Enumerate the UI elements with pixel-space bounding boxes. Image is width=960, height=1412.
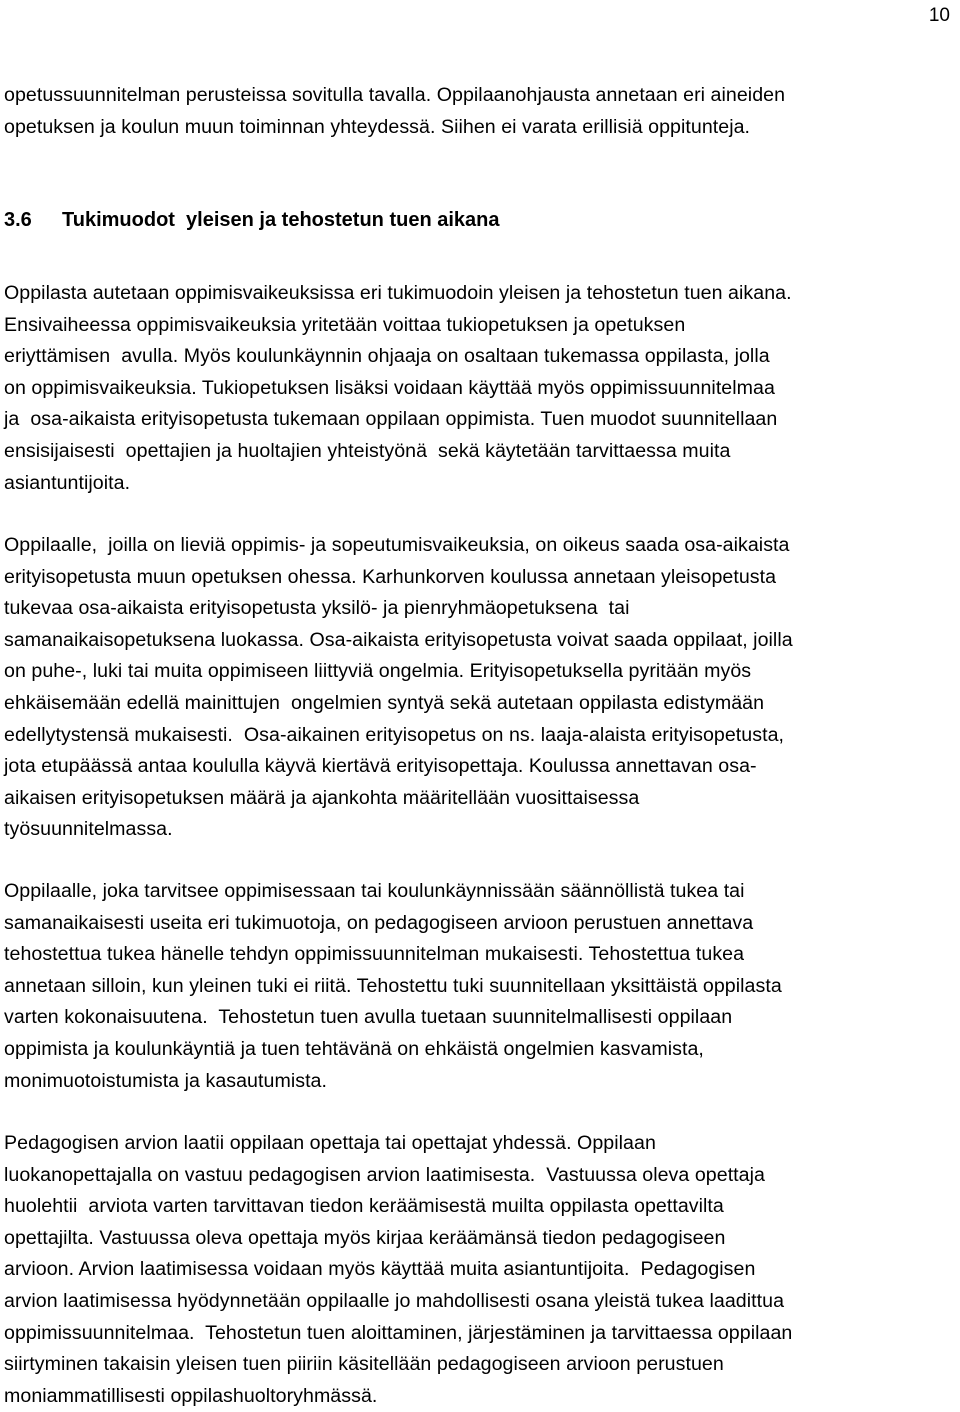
intro-paragraph (4, 80, 956, 143)
text-line: arvioon. Arvion laatimisessa voidaan myös käyttää muita asiantuntijoita. Pedagogisen (4, 1258, 756, 1281)
text-line: opettajilta. Vastuussa oleva opettaja myös kirjaa keräämänsä tiedon pedagogiseen (4, 1226, 726, 1249)
text-line: samanaikaisesti useita eri tukimuotoja, on pedagogiseen arvioon perustuen annettava (4, 911, 754, 934)
text-line: eriyttämisen avulla. Myös koulunkäynnin ohjaaja on osaltaan tukemassa oppilasta, jolla (4, 345, 770, 368)
text-line: opetussuunnitelman perusteissa sovitulla tavalla. Oppilaanohjausta annetaan eri aineiden (4, 84, 786, 106)
section-number: 3.6 (4, 209, 32, 231)
text-line: tukevaa osa-aikaista erityisopetusta yksilö- ja pienryhmäopetuksena tai (4, 597, 630, 620)
text-line: edellytystensä mukaisesti. Osa-aikainen erityisopetus on ns. laaja-alaista erityisopetusta, (4, 723, 785, 746)
text-line: luokanopettajalla on vastuu pedagogisen arvion laatimisesta. Vastuussa oleva opettaja (4, 1163, 765, 1186)
section-heading (4, 204, 499, 236)
text-line: on oppimisvaikeuksia. Tukiopetuksen lisäksi voidaan käyttää myös oppimissuunnitelmaa (4, 376, 775, 399)
text-line: siirtyminen takaisin yleisen tuen piiriin käsitellään pedagogiseen arvioon perustuen (4, 1353, 724, 1376)
paragraph-2 (4, 530, 956, 846)
text-line: Ensivaiheessa oppimisvaikeuksia yritetään voittaa tukiopetuksen ja opetuksen (4, 313, 686, 336)
text-line: varten kokonaisuutena. Tehostetun tuen avulla tuetaan suunnitelmallisesti oppilaan (4, 1006, 733, 1029)
paragraph-4 (4, 1128, 956, 1412)
text-line: opetuksen ja koulun muun toiminnan yhteydessä. Siihen ei varata erillisiä oppitunteja. (4, 115, 751, 138)
text-line: jota etupäässä antaa koululla käyvä kiertävä erityisopettaja. Koulussa annettavan osa- (4, 755, 757, 778)
text-line: on puhe-, luki tai muita oppimiseen liittyviä ongelmia. Erityisopetuksella pyritään myös (4, 660, 752, 683)
text-line: aikaisen erityisopetuksen määrä ja ajankohta määritellään vuosittaisessa (4, 786, 640, 809)
text-line: oppimista ja koulunkäyntiä ja tuen tehtävänä on ehkäistä ongelmien kasvamista, (4, 1037, 704, 1060)
text-line: oppimissuunnitelmaa. Tehostetun tuen aloittaminen, järjestäminen ja tarvittaessa oppilaan (4, 1321, 793, 1344)
page-number: 10 (928, 5, 950, 26)
text-line: erityisopetusta muun opetuksen ohessa. Karhunkorven koulussa annetaan yleisopetusta (4, 565, 777, 588)
text-line: arvion laatimisessa hyödynnetään oppilaalle jo mahdollisesti osana yleistä tukea laadittua (4, 1289, 785, 1312)
text-line: moniammatillisesti oppilashuoltoryhmässä. (4, 1384, 378, 1407)
text-line: annetaan silloin, kun yleinen tuki ei riitä. Tehostettu tuki suunnitellaan yksittäistä oppilasta (4, 974, 782, 997)
text-line: tehostettua tukea hänelle tehdyn oppimissuunnitelman mukaisesti. Tehostettua tukea (4, 943, 745, 966)
text-line: Oppilasta autetaan oppimisvaikeuksissa eri tukimuodoin yleisen ja tehostetun tuen aikana. (4, 282, 792, 304)
section-title: Tukimuodot yleisen ja tehostetun tuen aikana (62, 209, 500, 231)
text-line: Oppilaalle, joka tarvitsee oppimisessaan tai koulunkäynnissään säännöllistä tukea tai (4, 880, 745, 902)
text-line: asiantuntijoita. (4, 471, 131, 494)
text-line: Pedagogisen arvion laatii oppilaan opettaja tai opettajat yhdessä. Oppilaan (4, 1132, 656, 1154)
text-line: huolehtii arviota varten tarvittavan tiedon keräämisestä muilta oppilasta opettavilta (4, 1195, 724, 1218)
text-line: samanaikaisopetuksena luokassa. Osa-aikaista erityisopetusta voivat saada oppilaat, joilla (4, 628, 793, 651)
text-line: Oppilaalle, joilla on lieviä oppimis- ja sopeutumisvaikeuksia, on oikeus saada osa-aikaista (4, 534, 790, 556)
paragraph-1 (4, 278, 956, 499)
text-line: ja osa-aikaista erityisopetusta tukemaan oppilaan oppimista. Tuen muodot suunnitellaan (4, 408, 778, 431)
paragraph-3 (4, 876, 956, 1097)
text-line: työsuunnitelmassa. (4, 818, 173, 841)
text-line: ensisijaisesti opettajien ja huoltajien yhteistyönä sekä käytetään tarvittaessa muita (4, 439, 731, 462)
text-line: monimuotoistumista ja kasautumista. (4, 1069, 327, 1092)
text-line: ehkäisemään edellä mainittujen ongelmien syntyä sekä autetaan oppilasta edistymään (4, 691, 765, 714)
